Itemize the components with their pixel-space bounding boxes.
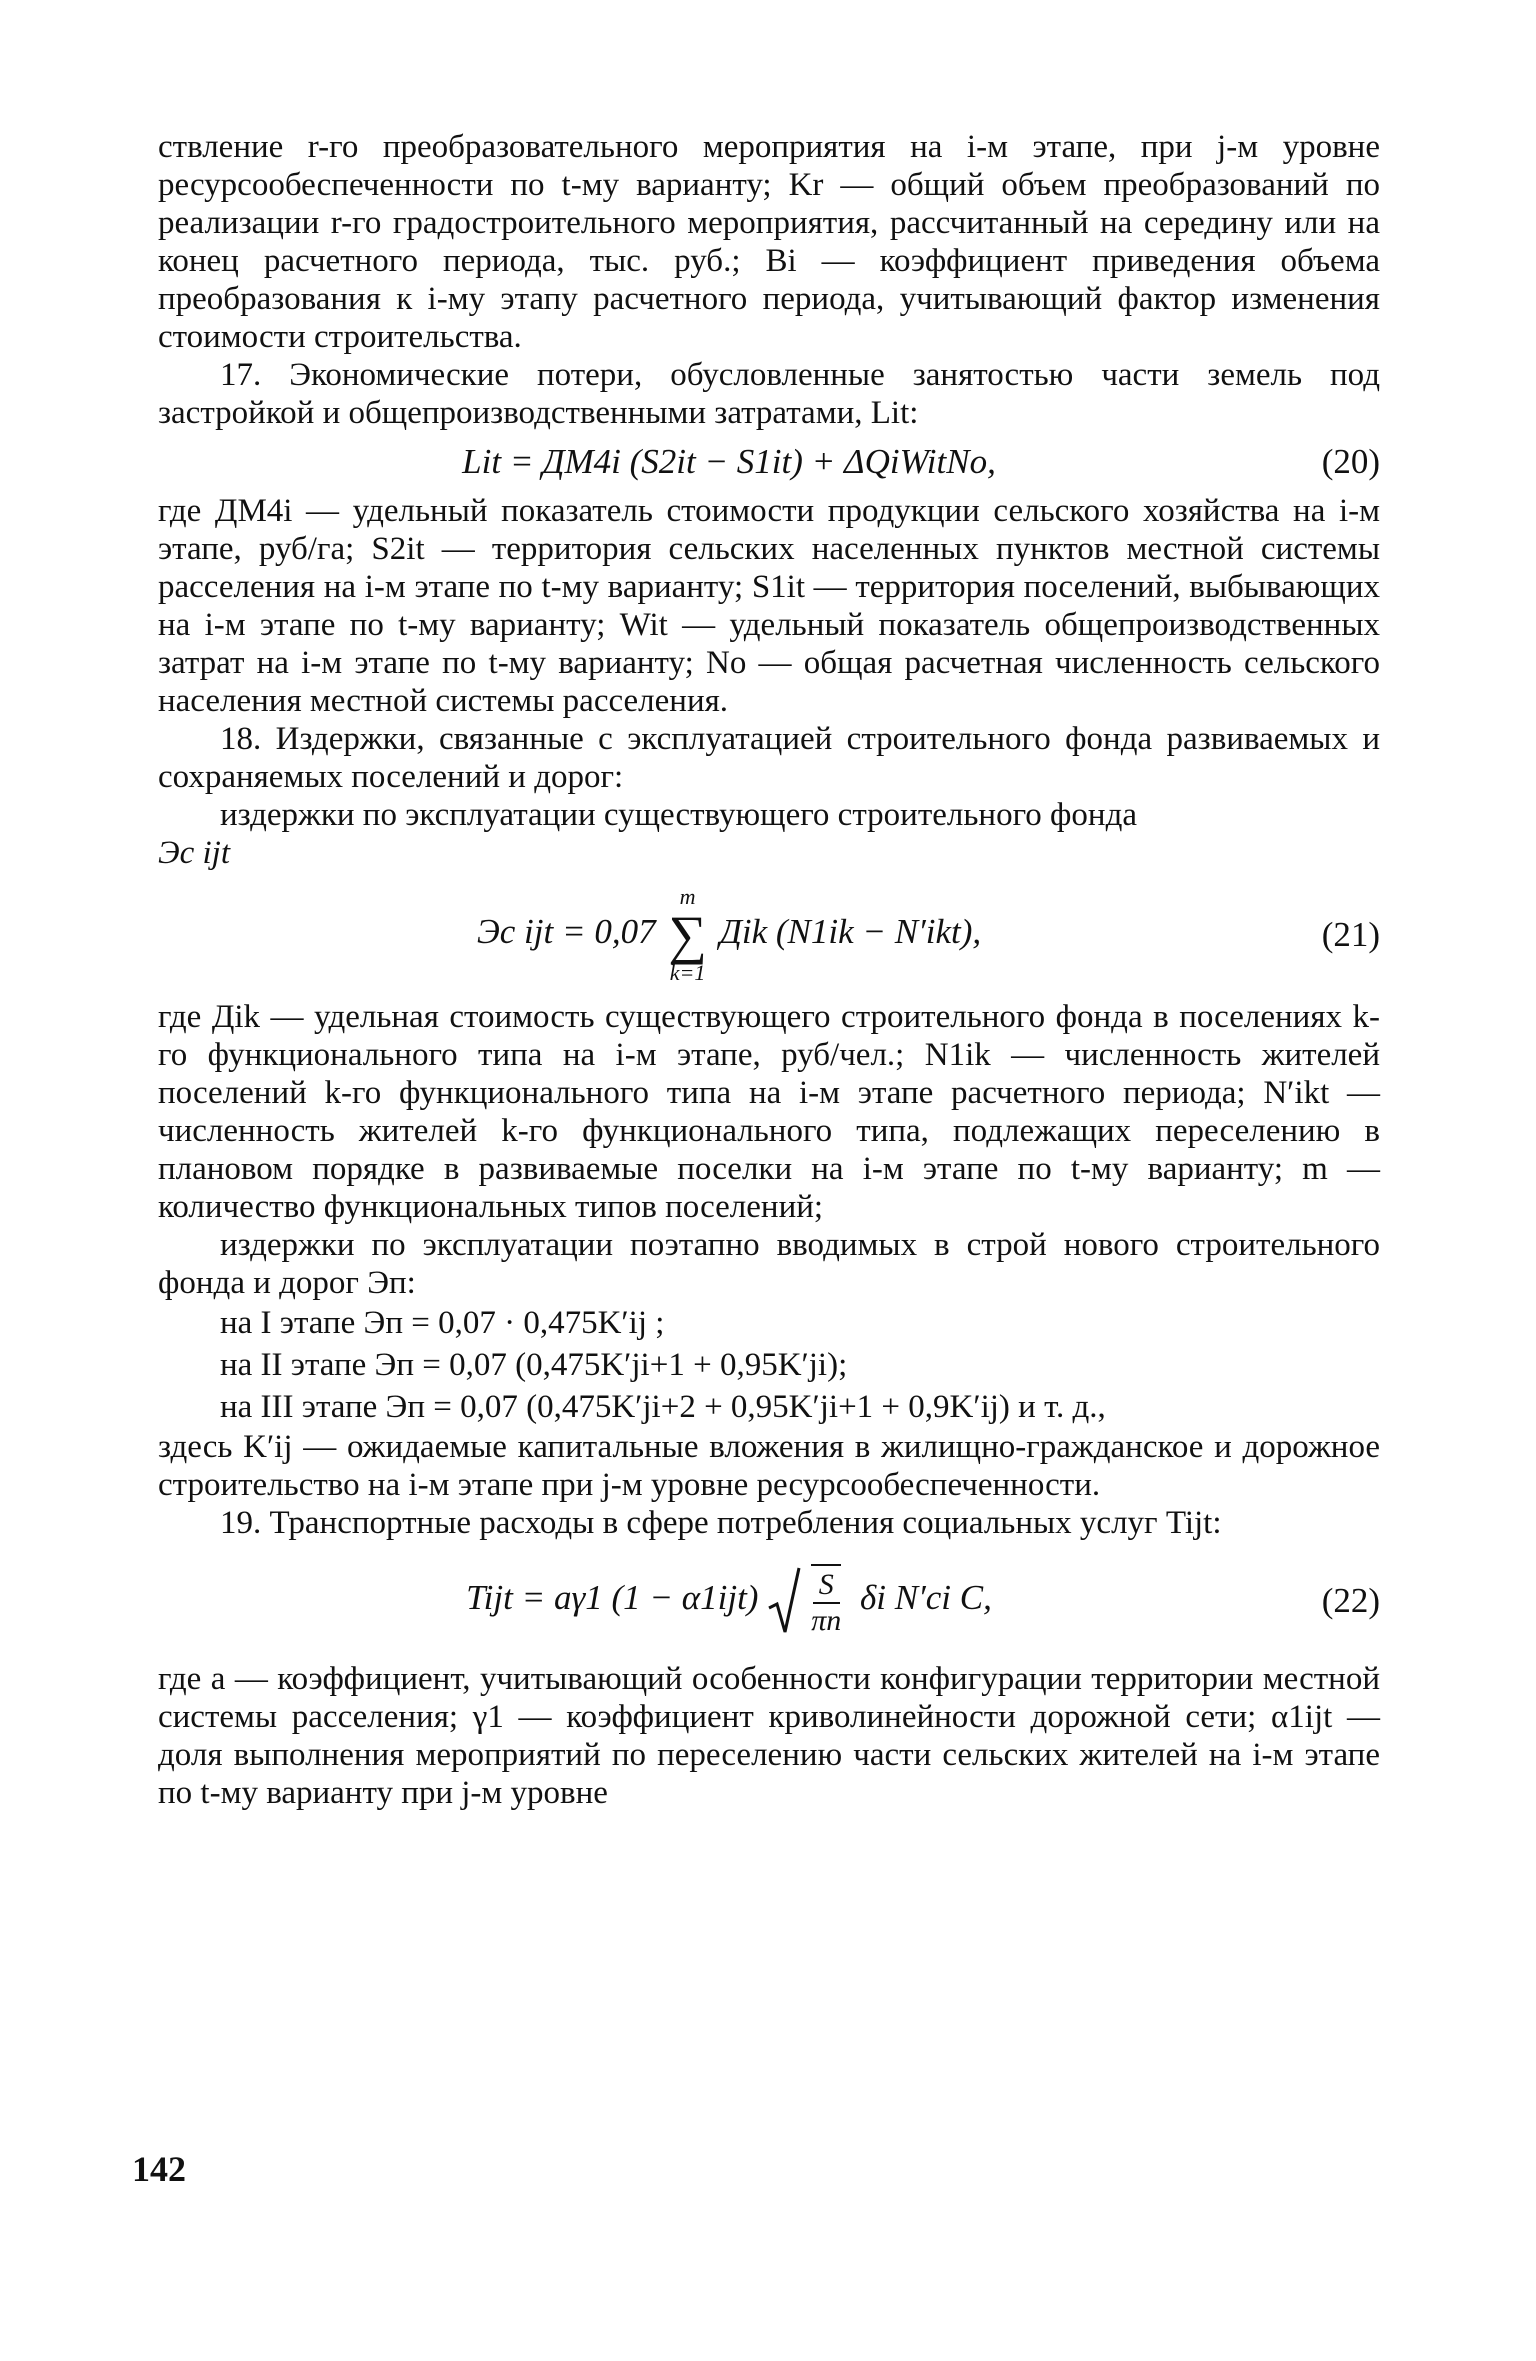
fraction — [811, 1564, 841, 1638]
paragraph-18-capital-investment: здесь K′ij — ожидаемые капитальные вложения в жилищно-гражданское и дорожное строительство на i-м этапе при j-м уровне ресурсообеспеченности. — [158, 1429, 1380, 1503]
stage-formulas — [158, 1302, 1380, 1428]
equation-21-body — [158, 886, 1300, 984]
paragraph-18-new-fund: издержки по эксплуатации поэтапно вводимых в строй нового строительного фонда и дорог Эп: — [158, 1227, 1380, 1301]
equation-21-number: (21) — [1321, 915, 1380, 954]
summation-lower: k=1 — [669, 960, 706, 985]
page-number: 142 — [132, 2149, 186, 2189]
sigma-icon: ∑ — [668, 905, 707, 965]
equation-22-lhs: Tijt = aγ1 (1 − α1ijt) — [466, 1578, 759, 1618]
stage-2-formula: на II этапе Эп = 0,07 (0,475K′ji+1 + 0,95K′ji); — [220, 1347, 848, 1383]
paragraph-17: 17. Экономические потери, обусловленные занятостью части земель под застройкой и общепроизводственными затратами, Lit: — [158, 357, 1380, 431]
paragraph-17-definitions: где ДМ4i — удельный показатель стоимости продукции сельского хозяйства на i-м этапе, руб/га; S2it — территория сельских населенных пунктов местной системы расселения на i-м этапе по t-му варианту; S1it — территория поселений, выбывающих на i-м этапе по t-му варианту; Wit — удельный показатель общепроизводственных затрат на i-м этапе по t-му варианту; No — общая расчетная численность сельского населения местной системы расселения. — [158, 493, 1380, 719]
equation-20-number: (20) — [1321, 442, 1380, 481]
equation-22-rhs: δi N′ci C, — [860, 1578, 992, 1618]
equation-22 — [158, 1564, 1380, 1638]
paragraph-18: 18. Издержки, связанные с эксплуатацией строительного фонда развиваемых и сохраняемых поселений и дорог: — [158, 721, 1380, 795]
equation-20-body: Lit = ДМ4i (S2it − S1it) + ΔQiWitNo, — [462, 442, 996, 481]
existing-fund-symbol: Эc ijt — [158, 835, 231, 871]
equation-22-number: (22) — [1321, 1581, 1380, 1620]
fraction-numerator: S — [813, 1568, 840, 1604]
equation-20 — [158, 442, 1380, 482]
paragraph-19-definitions: где a — коэффициент, учитывающий особенности конфигурации территории местной системы расселения; γ1 — коэффициент криволинейности дорожной сети; α1ijt — доля выполнения мероприятий по переселению части сельских жителей на i-м этапе по t-му варианту при j-м уровне — [158, 1661, 1380, 1811]
stage-1-formula: на I этапе Эп = 0,07 · 0,475K′ij ; — [220, 1305, 665, 1341]
fraction-denominator: πn — [811, 1604, 842, 1637]
equation-21-lhs: Эc ijt = 0,07 — [476, 912, 656, 952]
paragraph-18-existing-fund: издержки по эксплуатации существующего строительного фонда — [220, 797, 1138, 833]
paragraph-19: 19. Транспортные расходы в сфере потребления социальных услуг Tijt: — [220, 1505, 1222, 1541]
equation-22-body — [158, 1564, 1300, 1638]
square-root — [767, 1564, 851, 1638]
stage-3-formula: на III этапе Эп = 0,07 (0,475K′ji+2 + 0,95K′ji+1 + 0,9K′ij) и т. д., — [220, 1389, 1106, 1425]
radical-sign-icon — [767, 1566, 801, 1636]
text-column — [158, 128, 1380, 1812]
summation-upper: m — [679, 884, 696, 909]
equation-21 — [158, 886, 1380, 984]
summation-symbol — [668, 886, 707, 984]
equation-21-rhs: Дik (N1ik − N′ikt), — [719, 912, 982, 952]
paragraph-18-definitions: где Дik — удельная стоимость существующего строительного фонда в поселениях k-го функционального типа на i-м этапе, руб/чел.; N1ik — численность жителей поселений k-го функционального типа на i-м этапе расчетного периода; N′ikt — численность жителей k-го функционального типа, подлежащих переселению в плановом порядке в развиваемые поселки на i-м этапе по t-му варианту; m — количество функциональных типов поселений; — [158, 999, 1380, 1225]
paragraph-continuation: ствление r-го преобразовательного мероприятия на i-м этапе, при j-м уровне ресурсообеспеченности по t-му варианту; Kr — общий объем преобразований по реализации r-го градостроительного мероприятия, рассчитанный на середину или на конец расчетного периода, тыс. руб.; Bi — коэффициент приведения объема преобразования к i-му этапу расчетного периода, учитывающий фактор изменения стоимости строительства. — [158, 129, 1380, 355]
